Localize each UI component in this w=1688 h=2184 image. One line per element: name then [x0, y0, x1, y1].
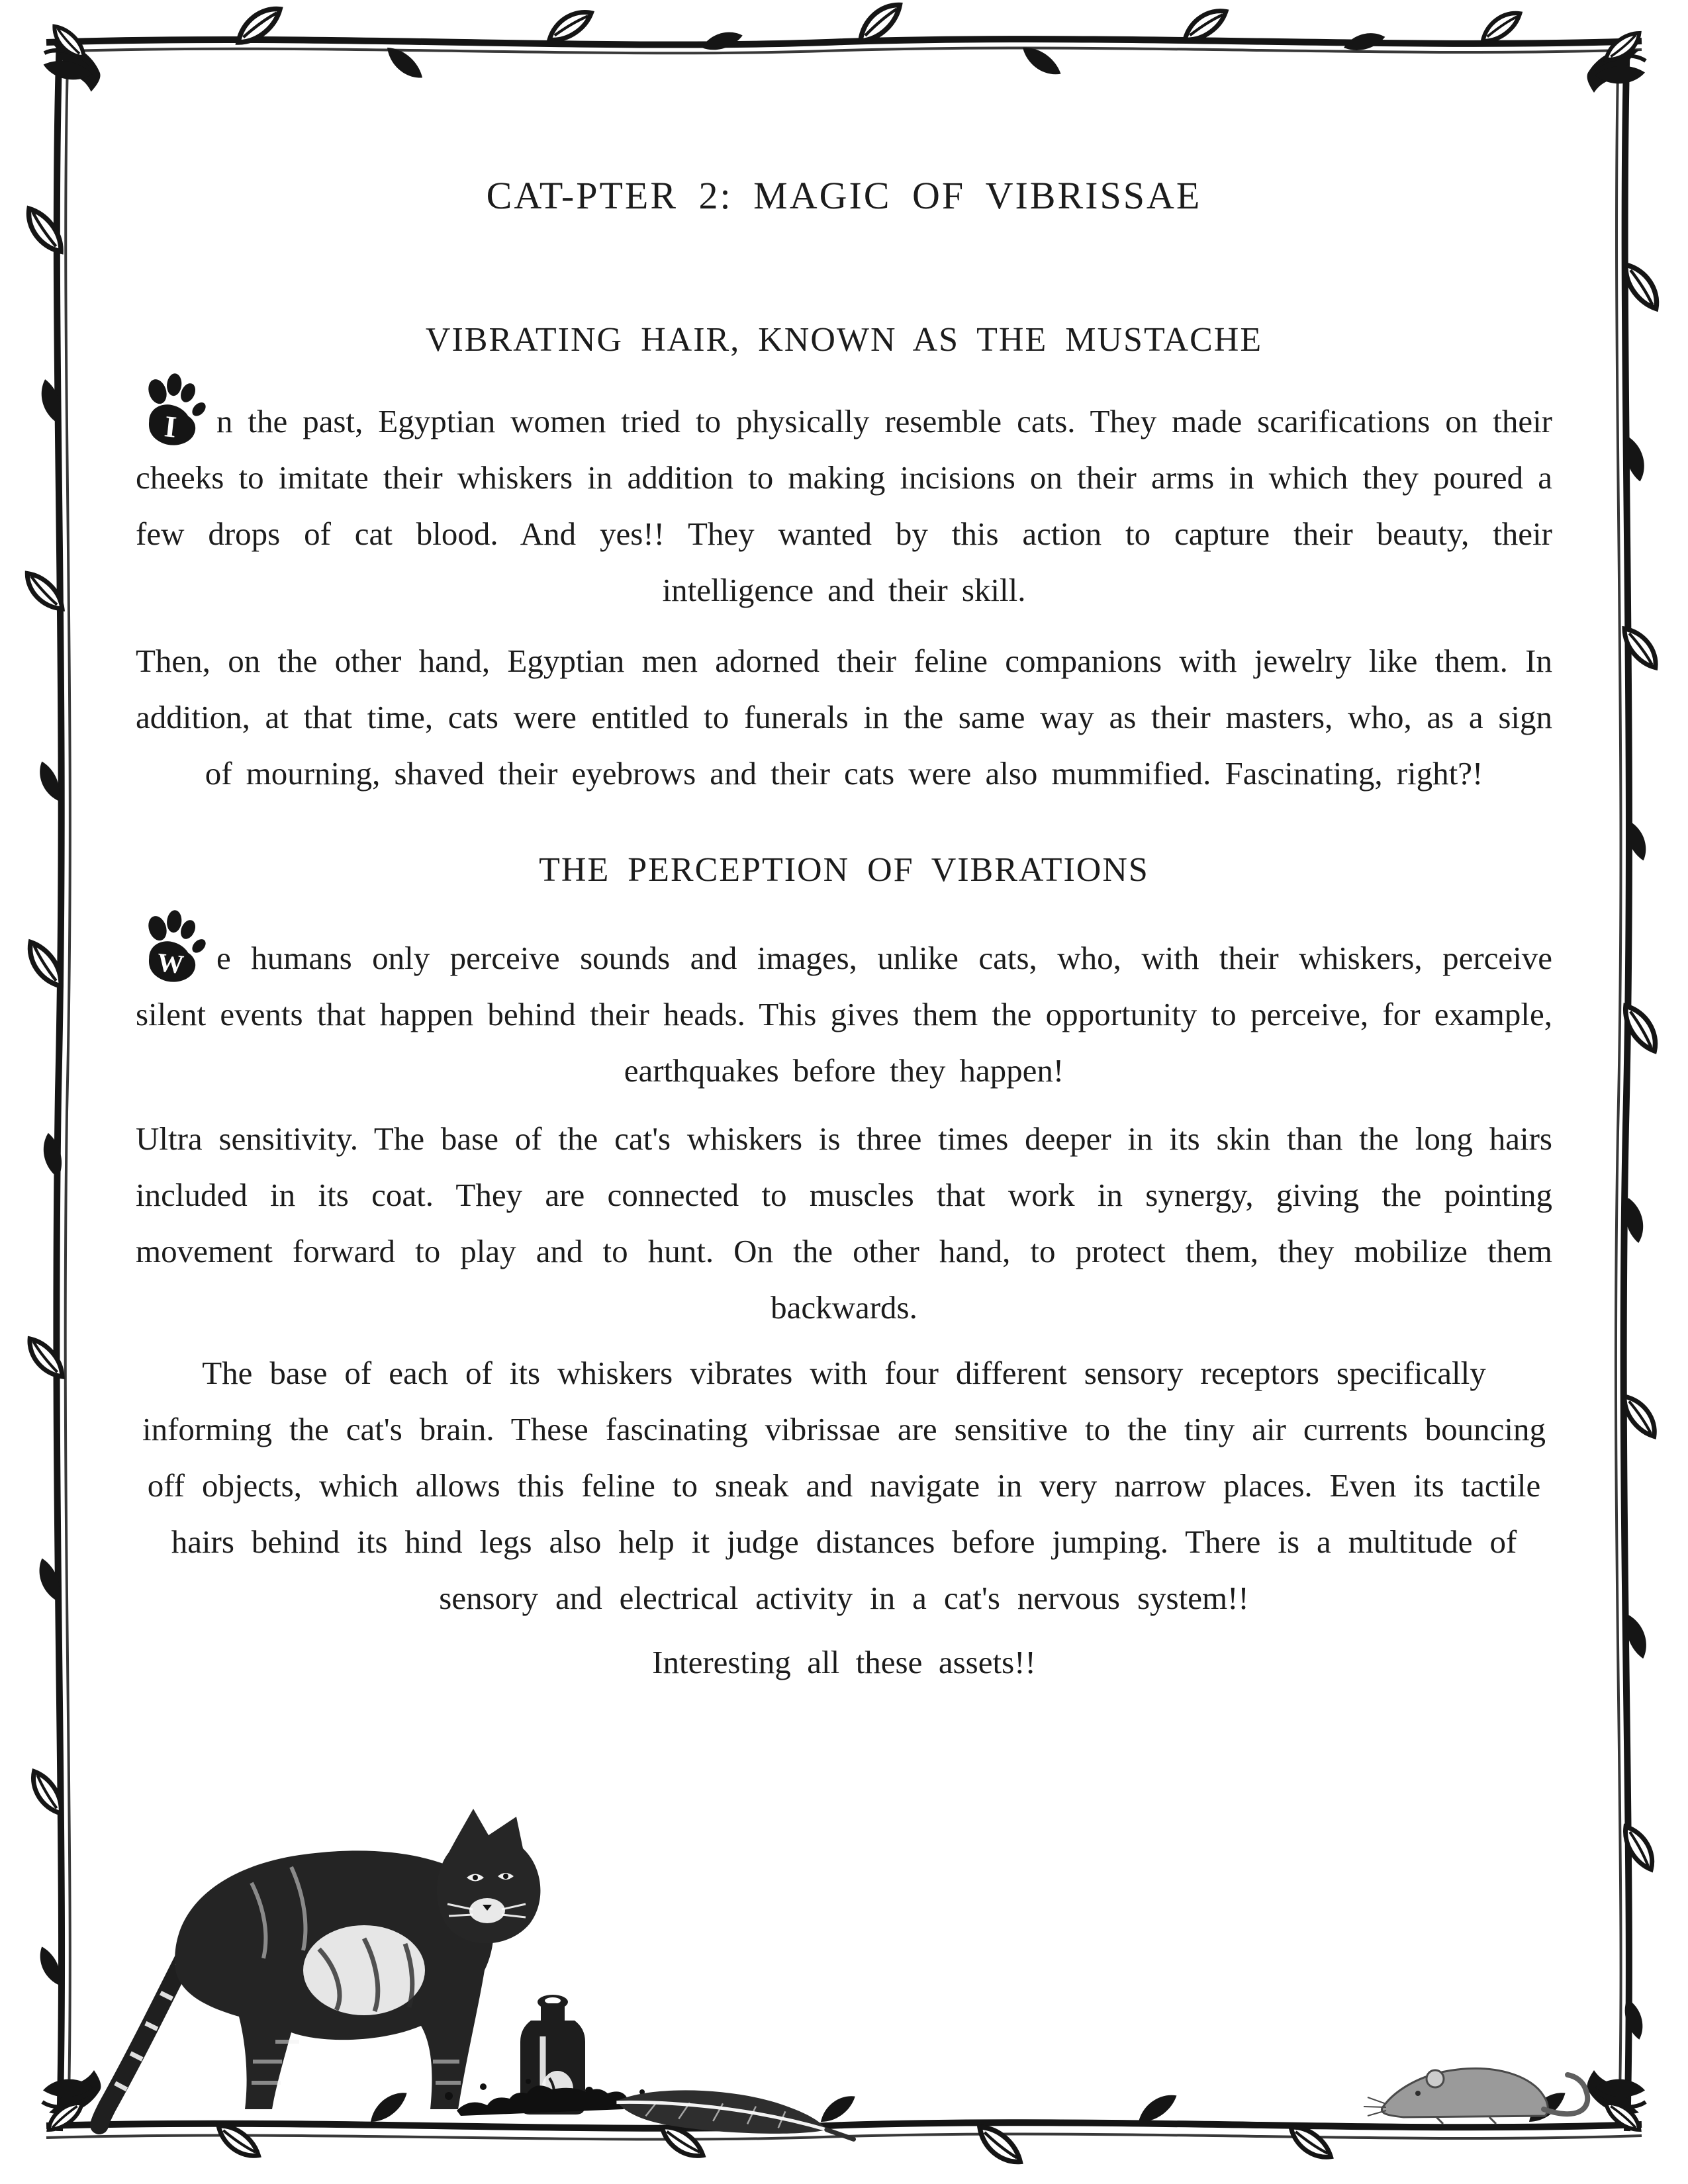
paragraph-text: Ultra sensitivity. The base of the cat's whiskers is three times deeper in its skin than the long hairs included in its coat. They are connected to muscles that work in synergy, giving the pointing movement forward to play and to hunt. On the other hand, to protect them, they mobilize them backwards.: [136, 1120, 1552, 1326]
paragraph-egyptian-women: [136, 393, 1552, 618]
cat-tail: [99, 1956, 185, 2125]
paw-print-icon: [136, 394, 207, 446]
closing-line: Interesting all these assets!!: [652, 1644, 1036, 1680]
drop-cap-letter: I: [162, 409, 179, 444]
border-corner-flourish: [39, 17, 107, 96]
mouse-ear: [1427, 2070, 1444, 2087]
paragraph-text: The base of each of its whiskers vibrates with four different sensory receptors specifically informing the cat's brain. These fascinating vibrissae are sensitive to the tiny air currents bouncing off objects, which allows this feline to sneak and navigate in very narrow places. Even its tactile hairs behind its hind legs also help it judge distances before jumping. There is a multitude of sensory and electrical activity in a cat's nervous system!!: [142, 1355, 1546, 1616]
border-left-stem: [56, 37, 62, 2131]
paragraph-text: Then, on the other hand, Egyptian men adorned their feline companions with jewelry like them. In addition, at that time, cats were entitled to funerals in the same way as their masters, who, as a sign of mourning, shaved their eyebrows and their cats were also mummified. Fascinating, right?!: [136, 643, 1552, 792]
paragraph-text: e humans only perceive sounds and images, unlike cats, who, with their whiskers, perceive silent events that happen behind their heads. This gives them the opportunity to perceive, for example, earthquakes before they happen!: [136, 940, 1552, 1089]
cat-head: [437, 1809, 540, 1943]
mouse-illustration: [1357, 2035, 1609, 2148]
mouse-tail: [1544, 2075, 1587, 2114]
paragraph-text: n the past, Egyptian women tried to physically resemble cats. They made scarifications on their cheeks to imitate their whiskers in addition to making incisions on their arms in which they poured a few drops of cat blood. And yes!! They wanted by this action to capture their beauty, their intelligence and their skill.: [136, 403, 1552, 608]
drop-cap-letter: W: [156, 947, 185, 979]
paragraph-egyptian-men: [136, 633, 1552, 801]
section-heading-vibrating-hair: VIBRATING HAIR, KNOWN AS THE MUSTACHE: [425, 321, 1263, 359]
page-content: [136, 0, 1552, 1723]
paragraph-we-humans: [136, 930, 1552, 1099]
section-heading-perception: THE PERCEPTION OF VIBRATIONS: [539, 851, 1149, 889]
mouse-eye: [1415, 2091, 1421, 2096]
mouse-body: [1382, 2068, 1548, 2117]
cat-with-ink-bottle-illustration: [86, 1797, 914, 2144]
border-right-stem: [1624, 37, 1629, 2131]
paragraph-whisker-receptors: [136, 1345, 1552, 1626]
feather-quill-illustration: [614, 2081, 857, 2144]
chapter-title: CAT-PTER 2: MAGIC OF VIBRISSAE: [486, 174, 1202, 217]
paw-print-icon: [136, 931, 207, 983]
paragraph-ultra-sensitivity: [136, 1111, 1552, 1336]
